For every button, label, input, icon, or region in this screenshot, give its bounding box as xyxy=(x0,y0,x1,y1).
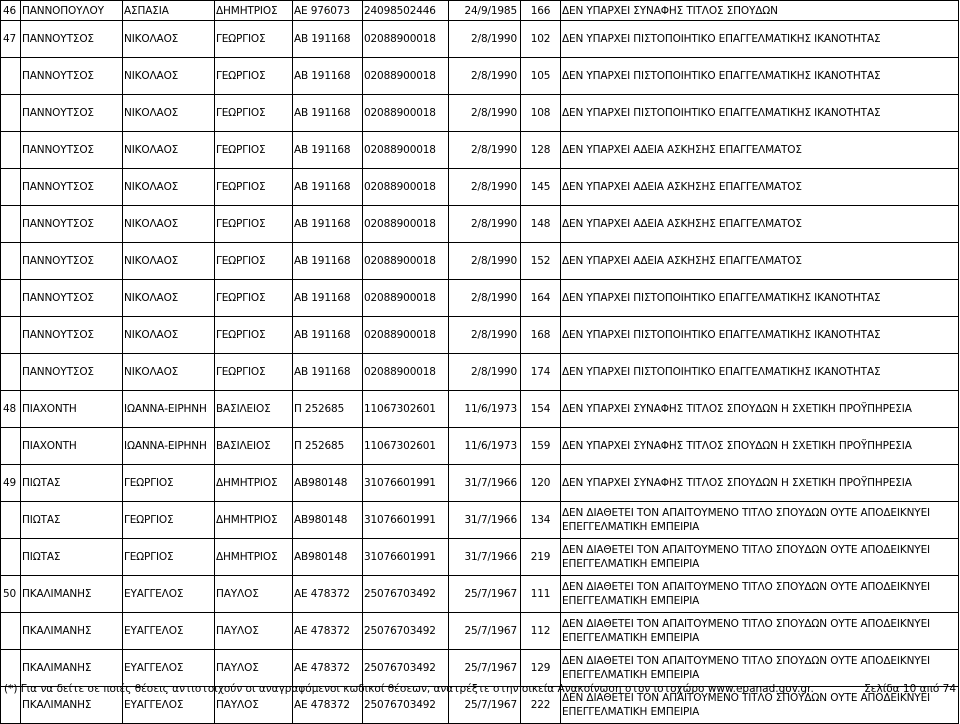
id-card-cell: ΑΕ 478372 xyxy=(293,613,363,650)
surname-cell: ΠΑΝΝΟΥΤΣΟΣ xyxy=(21,21,123,58)
birth-date-cell: 25/7/1967 xyxy=(449,687,521,724)
row-number-cell xyxy=(1,354,21,391)
table-row xyxy=(1,206,959,243)
surname-cell: ΠΑΝΝΟΥΤΣΟΣ xyxy=(21,95,123,132)
rejection-reason-cell: ΔΕΝ ΥΠΑΡΧΕΙ ΑΔΕΙΑ ΑΣΚΗΣΗΣ ΕΠΑΓΓΕΛΜΑΤΟΣ xyxy=(561,169,959,206)
father-name-cell: ΠΑΥΛΟΣ xyxy=(215,650,293,687)
surname-cell: ΠΑΝΝΟΥΤΣΟΣ xyxy=(21,169,123,206)
first-name-cell: ΕΥΑΓΓΕΛΟΣ xyxy=(123,650,215,687)
position-code-cell: 159 xyxy=(521,428,561,465)
tax-id-cell: 25076703492 xyxy=(363,613,449,650)
id-card-cell: ΑΒ 191168 xyxy=(293,280,363,317)
surname-cell: ΠΚΑΛΙΜΑΝΗΣ xyxy=(21,687,123,724)
surname-cell: ΠΚΑΛΙΜΑΝΗΣ xyxy=(21,613,123,650)
surname-cell: ΠΚΑΛΙΜΑΝΗΣ xyxy=(21,650,123,687)
first-name-cell: ΙΩΑΝΝΑ-ΕΙΡΗΝΗ xyxy=(123,428,215,465)
birth-date-cell: 2/8/1990 xyxy=(449,354,521,391)
father-name-cell: ΠΑΥΛΟΣ xyxy=(215,687,293,724)
table-row xyxy=(1,169,959,206)
row-number-cell: 48 xyxy=(1,391,21,428)
tax-id-cell: 02088900018 xyxy=(363,280,449,317)
rejection-reason-cell: ΔΕΝ ΥΠΑΡΧΕΙ ΣΥΝΑΦΗΣ ΤΙΤΛΟΣ ΣΠΟΥΔΩΝ Η ΣΧΕΤΙΚΗ ΠΡΟΫΠΗΡΕΣΙΑ xyxy=(561,428,959,465)
birth-date-cell: 11/6/1973 xyxy=(449,391,521,428)
birth-date-cell: 31/7/1966 xyxy=(449,502,521,539)
father-name-cell: ΓΕΩΡΓΙΟΣ xyxy=(215,169,293,206)
birth-date-cell: 2/8/1990 xyxy=(449,169,521,206)
rejection-reason-cell: ΔΕΝ ΔΙΑΘΕΤΕΙ ΤΟΝ ΑΠΑΙΤΟΥΜΕΝΟ ΤΙΤΛΟ ΣΠΟΥΔΩΝ ΟΥΤΕ ΑΠΟΔΕΙΚΝΥΕΙ ΕΠΕΓΓΕΛΜΑΤΙΚΗ ΕΜΠΕΙΡΙΑ xyxy=(561,502,959,539)
father-name-cell: ΠΑΥΛΟΣ xyxy=(215,576,293,613)
birth-date-cell: 2/8/1990 xyxy=(449,132,521,169)
table-row xyxy=(1,428,959,465)
tax-id-cell: 31076601991 xyxy=(363,539,449,576)
father-name-cell: ΒΑΣΙΛΕΙΟΣ xyxy=(215,428,293,465)
id-card-cell: ΑΒ 191168 xyxy=(293,206,363,243)
id-card-cell: ΑΒ 191168 xyxy=(293,169,363,206)
rejection-reason-cell: ΔΕΝ ΔΙΑΘΕΤΕΙ ΤΟΝ ΑΠΑΙΤΟΥΜΕΝΟ ΤΙΤΛΟ ΣΠΟΥΔΩΝ ΟΥΤΕ ΑΠΟΔΕΙΚΝΥΕΙ ΕΠΕΓΓΕΛΜΑΤΙΚΗ ΕΜΠΕΙΡΙΑ xyxy=(561,613,959,650)
row-number-cell xyxy=(1,95,21,132)
tax-id-cell: 11067302601 xyxy=(363,428,449,465)
row-number-cell: 47 xyxy=(1,21,21,58)
birth-date-cell: 2/8/1990 xyxy=(449,243,521,280)
rejection-reason-cell: ΔΕΝ ΥΠΑΡΧΕΙ ΣΥΝΑΦΗΣ ΤΙΤΛΟΣ ΣΠΟΥΔΩΝ Η ΣΧΕΤΙΚΗ ΠΡΟΫΠΗΡΕΣΙΑ xyxy=(561,465,959,502)
rejection-reason-cell: ΔΕΝ ΥΠΑΡΧΕΙ ΠΙΣΤΟΠΟΙΗΤΙΚΟ ΕΠΑΓΓΕΛΜΑΤΙΚΗΣ ΙΚΑΝΟΤΗΤΑΣ xyxy=(561,95,959,132)
tax-id-cell: 31076601991 xyxy=(363,465,449,502)
first-name-cell: ΓΕΩΡΓΙΟΣ xyxy=(123,502,215,539)
father-name-cell: ΓΕΩΡΓΙΟΣ xyxy=(215,21,293,58)
father-name-cell: ΓΕΩΡΓΙΟΣ xyxy=(215,280,293,317)
father-name-cell: ΔΗΜΗΤΡΙΟΣ xyxy=(215,502,293,539)
surname-cell: ΠΙΑΧΟΝΤΗ xyxy=(21,391,123,428)
table-row xyxy=(1,391,959,428)
position-code-cell: 145 xyxy=(521,169,561,206)
id-card-cell: ΑΒ 191168 xyxy=(293,95,363,132)
birth-date-cell: 2/8/1990 xyxy=(449,21,521,58)
position-code-cell: 111 xyxy=(521,576,561,613)
birth-date-cell: 31/7/1966 xyxy=(449,539,521,576)
first-name-cell: ΝΙΚΟΛΑΟΣ xyxy=(123,206,215,243)
tax-id-cell: 24098502446 xyxy=(363,1,449,21)
row-number-cell xyxy=(1,58,21,95)
rejection-reason-cell: ΔΕΝ ΔΙΑΘΕΤΕΙ ΤΟΝ ΑΠΑΙΤΟΥΜΕΝΟ ΤΙΤΛΟ ΣΠΟΥΔΩΝ ΟΥΤΕ ΑΠΟΔΕΙΚΝΥΕΙ ΕΠΕΓΓΕΛΜΑΤΙΚΗ ΕΜΠΕΙΡΙΑ xyxy=(561,687,959,724)
tax-id-cell: 02088900018 xyxy=(363,58,449,95)
id-card-cell: Π 252685 xyxy=(293,391,363,428)
tax-id-cell: 25076703492 xyxy=(363,687,449,724)
tax-id-cell: 25076703492 xyxy=(363,650,449,687)
surname-cell: ΠΑΝΝΟΥΤΣΟΣ xyxy=(21,206,123,243)
first-name-cell: ΝΙΚΟΛΑΟΣ xyxy=(123,280,215,317)
father-name-cell: ΠΑΥΛΟΣ xyxy=(215,613,293,650)
father-name-cell: ΓΕΩΡΓΙΟΣ xyxy=(215,317,293,354)
first-name-cell: ΕΥΑΓΓΕΛΟΣ xyxy=(123,687,215,724)
surname-cell: ΠΑΝΝΟΥΤΣΟΣ xyxy=(21,354,123,391)
position-code-cell: 219 xyxy=(521,539,561,576)
father-name-cell: ΔΗΜΗΤΡΙΟΣ xyxy=(215,465,293,502)
rejection-reason-cell: ΔΕΝ ΥΠΑΡΧΕΙ ΠΙΣΤΟΠΟΙΗΤΙΚΟ ΕΠΑΓΓΕΛΜΑΤΙΚΗΣ ΙΚΑΝΟΤΗΤΑΣ xyxy=(561,354,959,391)
results-table-body xyxy=(1,1,959,724)
rejection-reason-cell: ΔΕΝ ΔΙΑΘΕΤΕΙ ΤΟΝ ΑΠΑΙΤΟΥΜΕΝΟ ΤΙΤΛΟ ΣΠΟΥΔΩΝ ΟΥΤΕ ΑΠΟΔΕΙΚΝΥΕΙ ΕΠΕΓΓΕΛΜΑΤΙΚΗ ΕΜΠΕΙΡΙΑ xyxy=(561,650,959,687)
table-row xyxy=(1,243,959,280)
rejection-reason-cell: ΔΕΝ ΥΠΑΡΧΕΙ ΠΙΣΤΟΠΟΙΗΤΙΚΟ ΕΠΑΓΓΕΛΜΑΤΙΚΗΣ ΙΚΑΝΟΤΗΤΑΣ xyxy=(561,21,959,58)
position-code-cell: 168 xyxy=(521,317,561,354)
rejection-reason-cell: ΔΕΝ ΥΠΑΡΧΕΙ ΠΙΣΤΟΠΟΙΗΤΙΚΟ ΕΠΑΓΓΕΛΜΑΤΙΚΗΣ ΙΚΑΝΟΤΗΤΑΣ xyxy=(561,58,959,95)
tax-id-cell: 02088900018 xyxy=(363,354,449,391)
footer-note: (*) Για να δείτε σε ποιές θέσεις αντιστοιχούν οι αναγραφόμενοι κωδικοί θέσεων, ανατρέξτε στην οικεία Ανακοίνωση στον ιστοχώρο www.epanad.gov.gr. xyxy=(4,683,814,695)
rejection-reason-cell: ΔΕΝ ΥΠΑΡΧΕΙ ΑΔΕΙΑ ΑΣΚΗΣΗΣ ΕΠΑΓΓΕΛΜΑΤΟΣ xyxy=(561,243,959,280)
birth-date-cell: 25/7/1967 xyxy=(449,613,521,650)
table-row xyxy=(1,502,959,539)
birth-date-cell: 2/8/1990 xyxy=(449,58,521,95)
tax-id-cell: 11067302601 xyxy=(363,391,449,428)
rejection-reason-cell: ΔΕΝ ΔΙΑΘΕΤΕΙ ΤΟΝ ΑΠΑΙΤΟΥΜΕΝΟ ΤΙΤΛΟ ΣΠΟΥΔΩΝ ΟΥΤΕ ΑΠΟΔΕΙΚΝΥΕΙ ΕΠΕΓΓΕΛΜΑΤΙΚΗ ΕΜΠΕΙΡΙΑ xyxy=(561,576,959,613)
table-row xyxy=(1,21,959,58)
id-card-cell: ΑΕ 976073 xyxy=(293,1,363,21)
first-name-cell: ΕΥΑΓΓΕΛΟΣ xyxy=(123,576,215,613)
table-row xyxy=(1,576,959,613)
first-name-cell: ΝΙΚΟΛΑΟΣ xyxy=(123,243,215,280)
father-name-cell: ΓΕΩΡΓΙΟΣ xyxy=(215,132,293,169)
row-number-cell xyxy=(1,132,21,169)
father-name-cell: ΔΗΜΗΤΡΙΟΣ xyxy=(215,539,293,576)
birth-date-cell: 2/8/1990 xyxy=(449,280,521,317)
id-card-cell: ΑΒ 191168 xyxy=(293,317,363,354)
position-code-cell: 108 xyxy=(521,95,561,132)
surname-cell: ΠΑΝΝΟΥΤΣΟΣ xyxy=(21,280,123,317)
position-code-cell: 112 xyxy=(521,613,561,650)
surname-cell: ΠΑΝΝΟΠΟΥΛΟΥ xyxy=(21,1,123,21)
table-row xyxy=(1,354,959,391)
rejection-reason-cell: ΔΕΝ ΥΠΑΡΧΕΙ ΣΥΝΑΦΗΣ ΤΙΤΛΟΣ ΣΠΟΥΔΩΝ xyxy=(561,1,959,21)
first-name-cell: ΓΕΩΡΓΙΟΣ xyxy=(123,539,215,576)
first-name-cell: ΝΙΚΟΛΑΟΣ xyxy=(123,132,215,169)
rejection-reason-cell: ΔΕΝ ΔΙΑΘΕΤΕΙ ΤΟΝ ΑΠΑΙΤΟΥΜΕΝΟ ΤΙΤΛΟ ΣΠΟΥΔΩΝ ΟΥΤΕ ΑΠΟΔΕΙΚΝΥΕΙ ΕΠΕΓΓΕΛΜΑΤΙΚΗ ΕΜΠΕΙΡΙΑ xyxy=(561,539,959,576)
birth-date-cell: 2/8/1990 xyxy=(449,317,521,354)
tax-id-cell: 25076703492 xyxy=(363,576,449,613)
row-number-cell: 46 xyxy=(1,1,21,21)
tax-id-cell: 02088900018 xyxy=(363,132,449,169)
table-row xyxy=(1,1,959,21)
rejection-reason-cell: ΔΕΝ ΥΠΑΡΧΕΙ ΑΔΕΙΑ ΑΣΚΗΣΗΣ ΕΠΑΓΓΕΛΜΑΤΟΣ xyxy=(561,132,959,169)
first-name-cell: ΑΣΠΑΣΙΑ xyxy=(123,1,215,21)
id-card-cell: ΑΕ 478372 xyxy=(293,650,363,687)
birth-date-cell: 24/9/1985 xyxy=(449,1,521,21)
position-code-cell: 120 xyxy=(521,465,561,502)
surname-cell: ΠΑΝΝΟΥΤΣΟΣ xyxy=(21,58,123,95)
surname-cell: ΠΙΩΤΑΣ xyxy=(21,539,123,576)
id-card-cell: ΑΒ 191168 xyxy=(293,58,363,95)
birth-date-cell: 11/6/1973 xyxy=(449,428,521,465)
position-code-cell: 166 xyxy=(521,1,561,21)
father-name-cell: ΓΕΩΡΓΙΟΣ xyxy=(215,58,293,95)
id-card-cell: ΑΒ980148 xyxy=(293,502,363,539)
surname-cell: ΠΚΑΛΙΜΑΝΗΣ xyxy=(21,576,123,613)
table-row xyxy=(1,539,959,576)
father-name-cell: ΓΕΩΡΓΙΟΣ xyxy=(215,95,293,132)
id-card-cell: ΑΕ 478372 xyxy=(293,687,363,724)
position-code-cell: 154 xyxy=(521,391,561,428)
page-footer xyxy=(0,681,960,697)
surname-cell: ΠΙΑΧΟΝΤΗ xyxy=(21,428,123,465)
position-code-cell: 134 xyxy=(521,502,561,539)
table-row xyxy=(1,58,959,95)
row-number-cell: 49 xyxy=(1,465,21,502)
row-number-cell xyxy=(1,613,21,650)
id-card-cell: ΑΒ980148 xyxy=(293,539,363,576)
id-card-cell: ΑΒ 191168 xyxy=(293,132,363,169)
position-code-cell: 129 xyxy=(521,650,561,687)
row-number-cell xyxy=(1,502,21,539)
father-name-cell: ΔΗΜΗΤΡΙΟΣ xyxy=(215,1,293,21)
tax-id-cell: 02088900018 xyxy=(363,169,449,206)
tax-id-cell: 31076601991 xyxy=(363,502,449,539)
tax-id-cell: 02088900018 xyxy=(363,95,449,132)
surname-cell: ΠΑΝΝΟΥΤΣΟΣ xyxy=(21,243,123,280)
id-card-cell: Π 252685 xyxy=(293,428,363,465)
id-card-cell: ΑΒ 191168 xyxy=(293,354,363,391)
first-name-cell: ΝΙΚΟΛΑΟΣ xyxy=(123,317,215,354)
tax-id-cell: 02088900018 xyxy=(363,317,449,354)
tax-id-cell: 02088900018 xyxy=(363,21,449,58)
first-name-cell: ΝΙΚΟΛΑΟΣ xyxy=(123,95,215,132)
position-code-cell: 174 xyxy=(521,354,561,391)
position-code-cell: 222 xyxy=(521,687,561,724)
row-number-cell: 50 xyxy=(1,576,21,613)
row-number-cell xyxy=(1,280,21,317)
surname-cell: ΠΑΝΝΟΥΤΣΟΣ xyxy=(21,132,123,169)
first-name-cell: ΙΩΑΝΝΑ-ΕΙΡΗΝΗ xyxy=(123,391,215,428)
row-number-cell xyxy=(1,206,21,243)
tax-id-cell: 02088900018 xyxy=(363,206,449,243)
id-card-cell: ΑΕ 478372 xyxy=(293,576,363,613)
first-name-cell: ΓΕΩΡΓΙΟΣ xyxy=(123,465,215,502)
table-row xyxy=(1,95,959,132)
surname-cell: ΠΙΩΤΑΣ xyxy=(21,502,123,539)
position-code-cell: 102 xyxy=(521,21,561,58)
surname-cell: ΠΙΩΤΑΣ xyxy=(21,465,123,502)
birth-date-cell: 31/7/1966 xyxy=(449,465,521,502)
row-number-cell xyxy=(1,428,21,465)
father-name-cell: ΓΕΩΡΓΙΟΣ xyxy=(215,243,293,280)
table-row xyxy=(1,465,959,502)
position-code-cell: 152 xyxy=(521,243,561,280)
rejection-reason-cell: ΔΕΝ ΥΠΑΡΧΕΙ ΣΥΝΑΦΗΣ ΤΙΤΛΟΣ ΣΠΟΥΔΩΝ Η ΣΧΕΤΙΚΗ ΠΡΟΫΠΗΡΕΣΙΑ xyxy=(561,391,959,428)
birth-date-cell: 2/8/1990 xyxy=(449,95,521,132)
birth-date-cell: 25/7/1967 xyxy=(449,650,521,687)
id-card-cell: ΑΒ 191168 xyxy=(293,21,363,58)
page-number: Σελίδα 10 από 74 xyxy=(864,683,956,695)
table-row xyxy=(1,132,959,169)
position-code-cell: 128 xyxy=(521,132,561,169)
birth-date-cell: 2/8/1990 xyxy=(449,206,521,243)
row-number-cell xyxy=(1,169,21,206)
table-row xyxy=(1,280,959,317)
row-number-cell xyxy=(1,243,21,280)
birth-date-cell: 25/7/1967 xyxy=(449,576,521,613)
table-row xyxy=(1,317,959,354)
first-name-cell: ΝΙΚΟΛΑΟΣ xyxy=(123,354,215,391)
surname-cell: ΠΑΝΝΟΥΤΣΟΣ xyxy=(21,317,123,354)
first-name-cell: ΝΙΚΟΛΑΟΣ xyxy=(123,58,215,95)
rejection-reason-cell: ΔΕΝ ΥΠΑΡΧΕΙ ΠΙΣΤΟΠΟΙΗΤΙΚΟ ΕΠΑΓΓΕΛΜΑΤΙΚΗΣ ΙΚΑΝΟΤΗΤΑΣ xyxy=(561,280,959,317)
row-number-cell xyxy=(1,539,21,576)
row-number-cell xyxy=(1,317,21,354)
father-name-cell: ΓΕΩΡΓΙΟΣ xyxy=(215,354,293,391)
position-code-cell: 105 xyxy=(521,58,561,95)
table-row xyxy=(1,613,959,650)
father-name-cell: ΒΑΣΙΛΕΙΟΣ xyxy=(215,391,293,428)
position-code-cell: 148 xyxy=(521,206,561,243)
first-name-cell: ΝΙΚΟΛΑΟΣ xyxy=(123,21,215,58)
tax-id-cell: 02088900018 xyxy=(363,243,449,280)
rejection-reason-cell: ΔΕΝ ΥΠΑΡΧΕΙ ΠΙΣΤΟΠΟΙΗΤΙΚΟ ΕΠΑΓΓΕΛΜΑΤΙΚΗΣ ΙΚΑΝΟΤΗΤΑΣ xyxy=(561,317,959,354)
father-name-cell: ΓΕΩΡΓΙΟΣ xyxy=(215,206,293,243)
id-card-cell: ΑΒ 191168 xyxy=(293,243,363,280)
first-name-cell: ΕΥΑΓΓΕΛΟΣ xyxy=(123,613,215,650)
first-name-cell: ΝΙΚΟΛΑΟΣ xyxy=(123,169,215,206)
position-code-cell: 164 xyxy=(521,280,561,317)
rejection-reason-cell: ΔΕΝ ΥΠΑΡΧΕΙ ΑΔΕΙΑ ΑΣΚΗΣΗΣ ΕΠΑΓΓΕΛΜΑΤΟΣ xyxy=(561,206,959,243)
id-card-cell: ΑΒ980148 xyxy=(293,465,363,502)
